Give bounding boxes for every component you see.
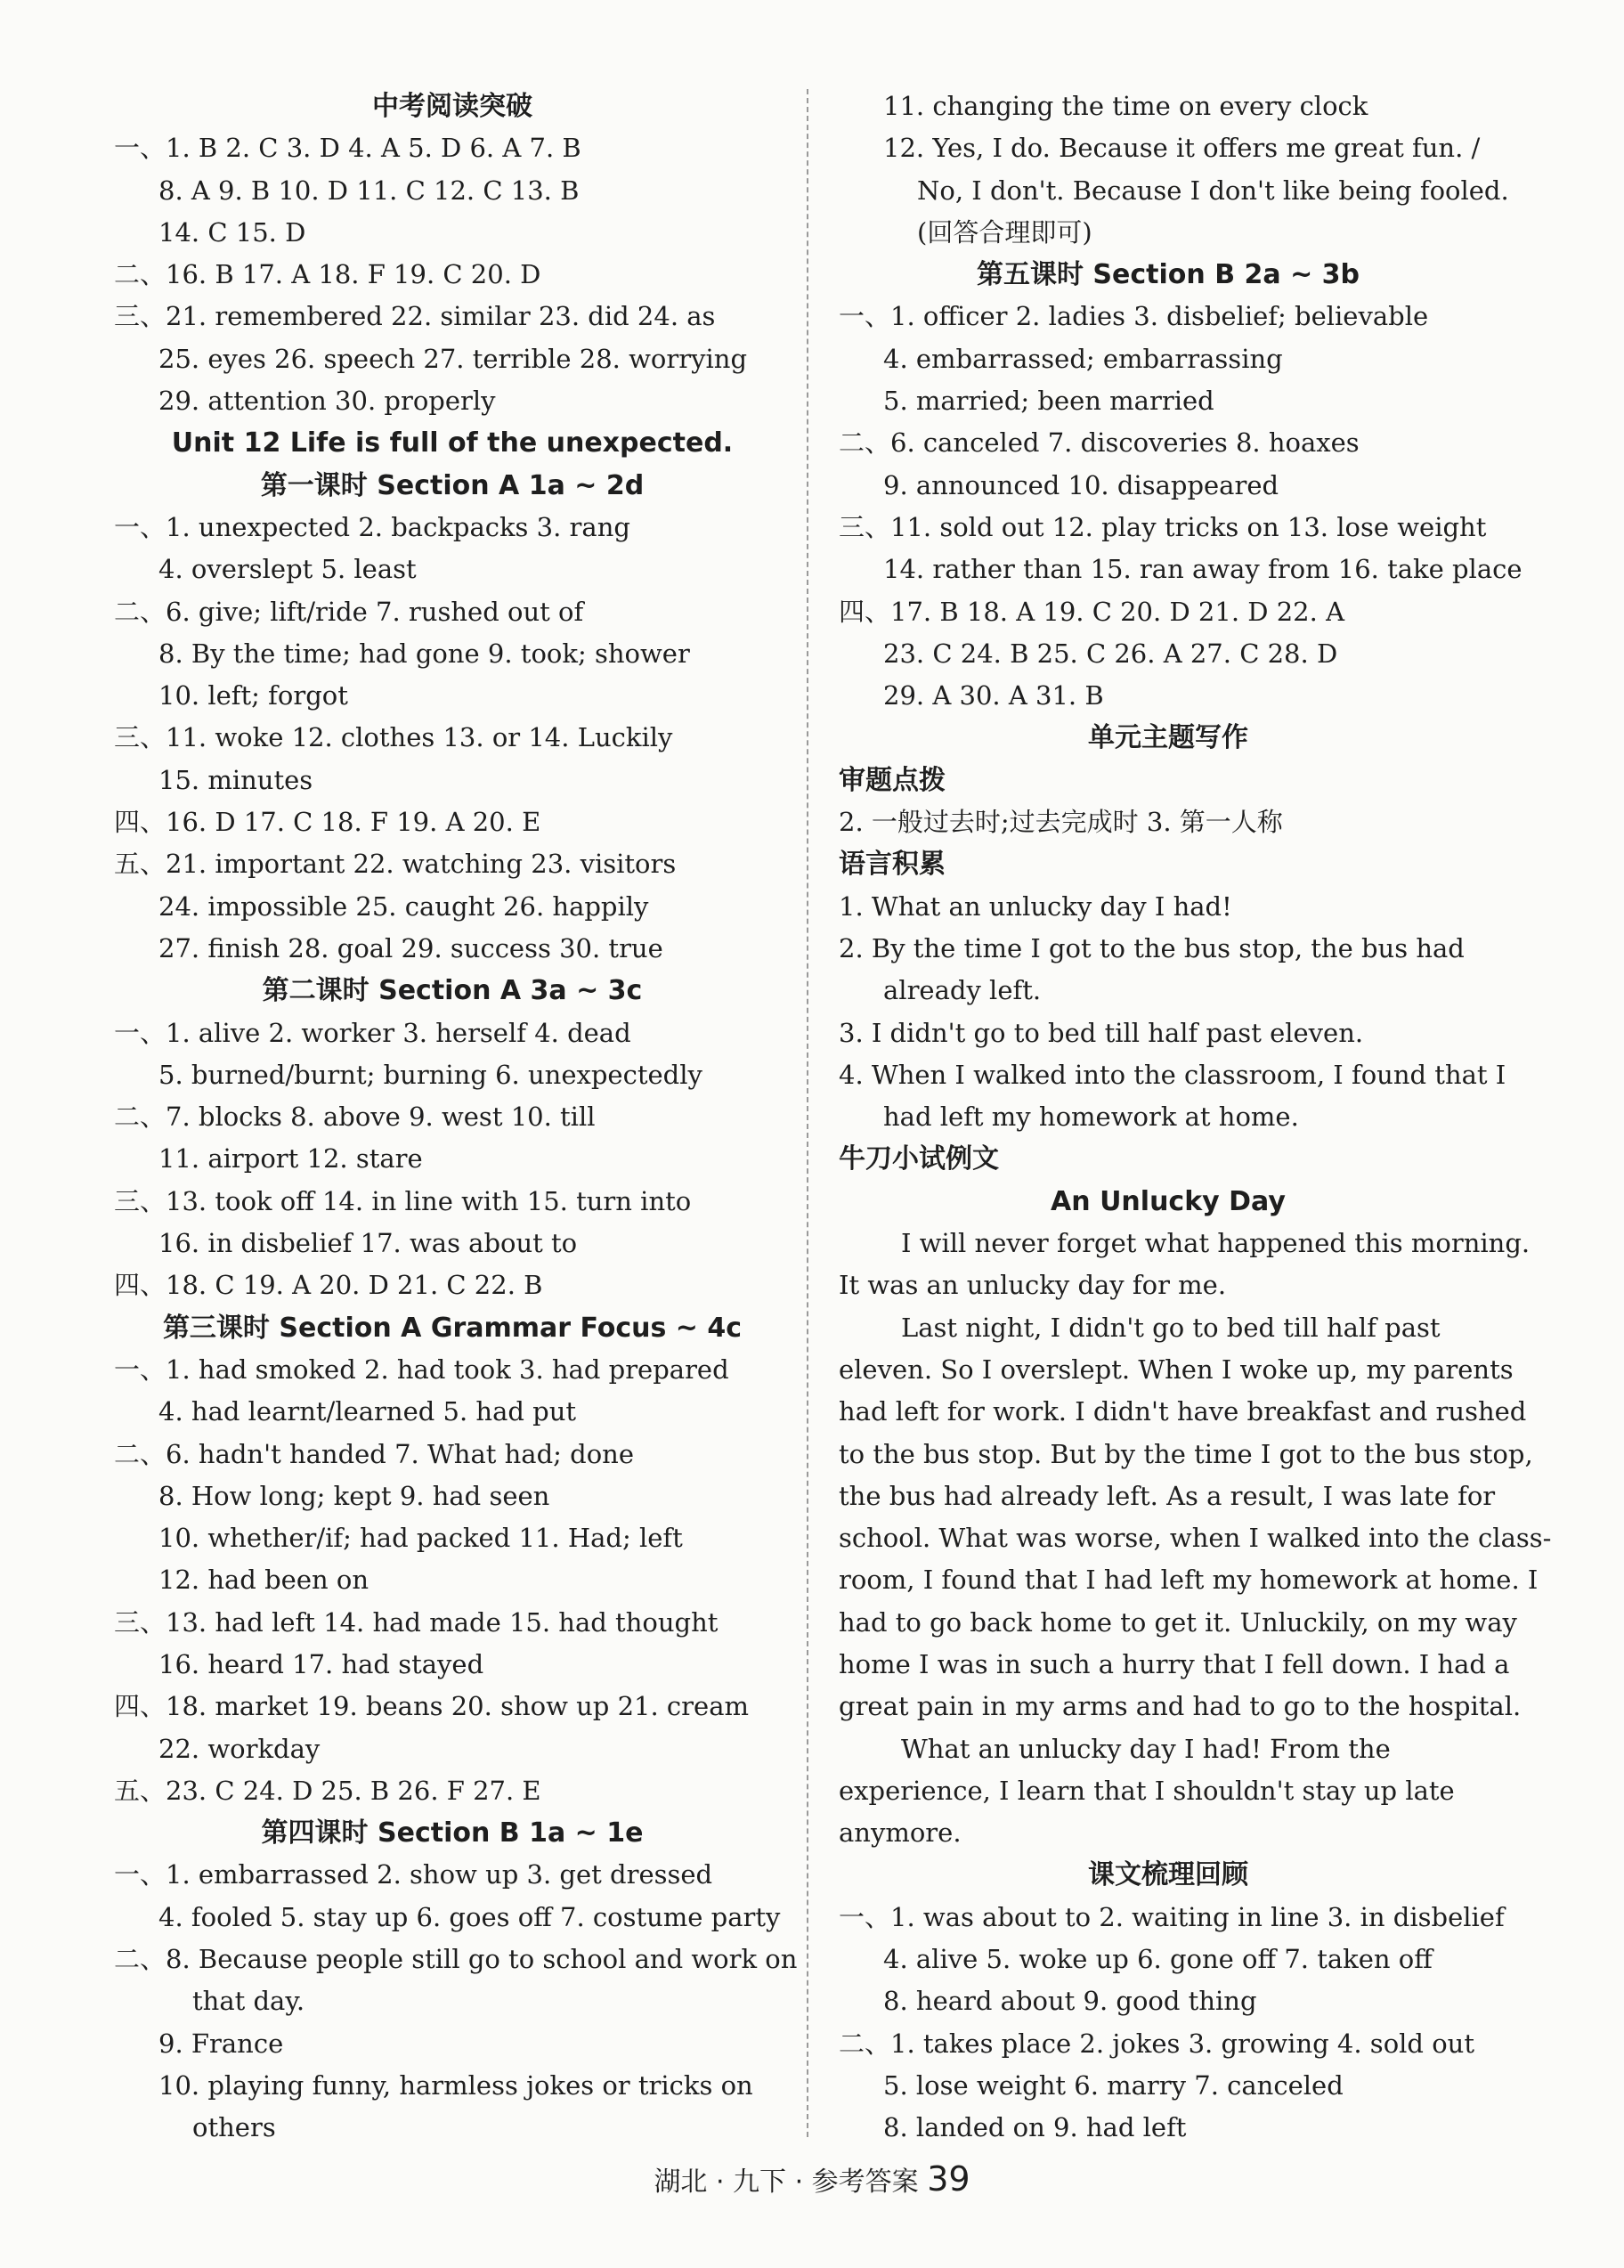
- section-heading: 中考阅读突破: [372, 91, 532, 122]
- answer-line: 一、1. embarrassed 2. show up 3. get dressed: [114, 1859, 713, 1890]
- answer-line: 2. 一般过去时;过去完成时 3. 第一人称: [839, 807, 1283, 838]
- answer-line: 29. A 30. A 31. B: [883, 680, 1104, 711]
- answer-line: It was an unlucky day for me.: [839, 1270, 1227, 1301]
- answer-line: 8. By the time; had gone 9. took; shower: [158, 638, 690, 669]
- answer-line: 5. married; been married: [883, 386, 1214, 417]
- answer-line: 三、13. took off 14. in line with 15. turn into: [114, 1185, 692, 1216]
- answer-line: 4. overslept 5. least: [158, 554, 417, 585]
- answer-line: had to go back home to get it. Unluckily, on my way: [839, 1606, 1517, 1638]
- answer-line: 9. announced 10. disappeared: [883, 469, 1279, 500]
- answer-line: 5. lose weight 6. marry 7. canceled: [883, 2069, 1344, 2101]
- answer-line: 10. playing funny, harmless jokes or tricks on: [158, 2069, 753, 2101]
- answer-line: the bus had already left. As a result, I was late for: [839, 1480, 1496, 1511]
- left-column: [114, 85, 798, 2150]
- section-heading: 第五课时 Section B 2a ~ 3b: [976, 259, 1360, 291]
- answer-line: 一、1. had smoked 2. had took 3. had prepared: [114, 1353, 729, 1385]
- section-heading: 课文梳理回顾: [1088, 1859, 1248, 1891]
- answer-line: 5. burned/burnt; burning 6. unexpectedly: [158, 1059, 702, 1090]
- answer-line: 23. C 24. B 25. C 26. A 27. C 28. D: [883, 638, 1338, 669]
- answer-line: Last night, I didn't go to bed till half past: [901, 1312, 1441, 1343]
- section-heading: 审题点拨: [839, 764, 946, 796]
- answer-line: 12. Yes, I do. Because it offers me great fun. /: [883, 133, 1481, 164]
- answer-line: 8. landed on 9. had left: [883, 2112, 1187, 2143]
- answer-line: school. What was worse, when I walked into the class-: [839, 1523, 1552, 1554]
- answer-line: 二、6. hadn't handed 7. What had; done: [114, 1438, 635, 1469]
- answer-line: 二、8. Because people still go to school and work on: [114, 1944, 798, 1975]
- answer-line: No, I don't. Because I don't like being fooled.: [917, 175, 1509, 206]
- answer-line: 4. had learnt/learned 5. had put: [158, 1396, 577, 1427]
- footer-label: 湖北 · 九下 · 参考答案: [654, 2166, 919, 2198]
- answer-line: 二、6. give; lift/ride 7. rushed out of: [114, 596, 584, 627]
- answer-line: 五、23. C 24. D 25. B 26. F 27. E: [114, 1775, 541, 1806]
- answer-line: 14. rather than 15. ran away from 16. take place: [883, 554, 1522, 585]
- answer-line: 二、7. blocks 8. above 9. west 10. till: [114, 1101, 596, 1133]
- section-heading: 语言积累: [839, 849, 946, 881]
- section-heading: 牛刀小试例文: [839, 1143, 999, 1175]
- answer-line: 3. I didn't go to bed till half past eleven.: [839, 1017, 1364, 1048]
- answer-line: had left for work. I didn't have breakfast and rushed: [839, 1396, 1527, 1427]
- answer-line: home I was in such a hurry that I fell down. I had a: [839, 1648, 1510, 1679]
- answer-line: 二、16. B 17. A 18. F 19. C 20. D: [114, 259, 541, 290]
- answer-line: great pain in my arms and had to go to the hospital.: [839, 1691, 1522, 1722]
- answer-line: 2. By the time I got to the bus stop, the bus had: [839, 932, 1465, 963]
- answer-line: 二、1. takes place 2. jokes 3. growing 4. sold out: [839, 2028, 1474, 2059]
- answer-line: 4. When I walked into the classroom, I found that I: [839, 1059, 1506, 1090]
- answer-line: 一、1. alive 2. worker 3. herself 4. dead: [114, 1017, 631, 1048]
- section-heading: 第四课时 Section B 1a ~ 1e: [261, 1817, 644, 1849]
- answer-line: 15. minutes: [158, 764, 313, 795]
- answer-line: 一、1. was about to 2. waiting in line 3. in disbelief: [839, 1901, 1505, 1932]
- answer-line: 四、18. market 19. beans 20. show up 21. cream: [114, 1691, 749, 1722]
- answer-line: 四、17. B 18. A 19. C 20. D 21. D 22. A: [839, 596, 1345, 627]
- answer-line: 一、1. B 2. C 3. D 4. A 5. D 6. A 7. B: [114, 133, 581, 164]
- answer-line: 16. heard 17. had stayed: [158, 1648, 484, 1679]
- answer-line: 22. workday: [158, 1733, 321, 1764]
- answer-line: 12. had been on: [158, 1565, 369, 1596]
- section-heading: 单元主题写作: [1088, 722, 1248, 754]
- answer-line: 8. A 9. B 10. D 11. C 12. C 13. B: [158, 175, 580, 206]
- answer-line: 10. whether/if; had packed 11. Had; left: [158, 1523, 683, 1554]
- answer-line: 4. alive 5. woke up 6. gone off 7. taken off: [883, 1944, 1433, 1975]
- page-footer: [0, 2159, 1624, 2199]
- answer-line: 29. attention 30. properly: [158, 386, 496, 417]
- column-divider: [807, 89, 808, 2137]
- section-heading: Unit 12 Life is full of the unexpected.: [171, 427, 734, 459]
- section-heading: 第二课时 Section A 3a ~ 3c: [262, 975, 643, 1007]
- answer-line: had left my homework at home.: [883, 1101, 1299, 1133]
- answer-line: (回答合理即可): [917, 216, 1092, 248]
- answer-line: 8. heard about 9. good thing: [883, 1986, 1257, 2017]
- answer-line: 10. left; forgot: [158, 680, 348, 711]
- answer-line: to the bus stop. But by the time I got to the bus stop,: [839, 1438, 1533, 1469]
- answer-line: 11. changing the time on every clock: [883, 91, 1368, 121]
- right-column: [839, 85, 1552, 2150]
- answer-line: 二、6. canceled 7. discoveries 8. hoaxes: [839, 427, 1360, 459]
- answer-line: 16. in disbelief 17. was about to: [158, 1228, 578, 1259]
- answer-line: 四、18. C 19. A 20. D 21. C 22. B: [114, 1270, 543, 1301]
- section-heading: 第一课时 Section A 1a ~ 2d: [260, 469, 645, 501]
- answer-line: 24. impossible 25. caught 26. happily: [158, 890, 649, 922]
- answer-line: 14. C 15. D: [158, 216, 306, 248]
- section-heading: An Unlucky Day: [1051, 1185, 1286, 1217]
- answer-line: 三、11. woke 12. clothes 13. or 14. Luckily: [114, 722, 673, 753]
- answer-line: experience, I learn that I shouldn't stay up late: [839, 1775, 1455, 1806]
- answer-line: What an unlucky day I had! From the: [901, 1733, 1391, 1764]
- answer-line: 8. How long; kept 9. had seen: [158, 1480, 550, 1511]
- answer-line: eleven. So I overslept. When I woke up, my parents: [839, 1353, 1514, 1385]
- answer-line: 一、1. unexpected 2. backpacks 3. rang: [114, 511, 630, 542]
- answer-line: 25. eyes 26. speech 27. terrible 28. worrying: [158, 343, 748, 374]
- answer-line: 三、21. remembered 22. similar 23. did 24. as: [114, 301, 716, 332]
- answer-line: 11. airport 12. stare: [158, 1143, 423, 1175]
- answer-line: 三、13. had left 14. had made 15. had thought: [114, 1606, 719, 1638]
- answer-line: I will never forget what happened this morning.: [901, 1228, 1531, 1259]
- answer-line: 五、21. important 22. watching 23. visitors: [114, 849, 677, 880]
- answer-line: 4. embarrassed; embarrassing: [883, 343, 1283, 374]
- answer-line: 一、1. officer 2. ladies 3. disbelief; believable: [839, 301, 1429, 332]
- answer-line: 1. What an unlucky day I had!: [839, 890, 1232, 922]
- answer-line: that day.: [192, 1986, 305, 2017]
- answer-line: room, I found that I had left my homework at home. I: [839, 1565, 1539, 1596]
- answer-line: 四、16. D 17. C 18. F 19. A 20. E: [114, 807, 541, 838]
- page-number: 39: [927, 2159, 970, 2199]
- section-heading: 第三课时 Section A Grammar Focus ~ 4c: [162, 1312, 743, 1344]
- answer-line: 9. France: [158, 2028, 284, 2059]
- answer-line: anymore.: [839, 1817, 962, 1849]
- answer-line: already left.: [883, 975, 1042, 1006]
- answer-line: 三、11. sold out 12. play tricks on 13. lose weight: [839, 511, 1487, 542]
- answer-line: 4. fooled 5. stay up 6. goes off 7. costume party: [158, 1901, 781, 1932]
- answer-line: 27. finish 28. goal 29. success 30. true: [158, 932, 663, 963]
- answer-line: others: [192, 2112, 276, 2143]
